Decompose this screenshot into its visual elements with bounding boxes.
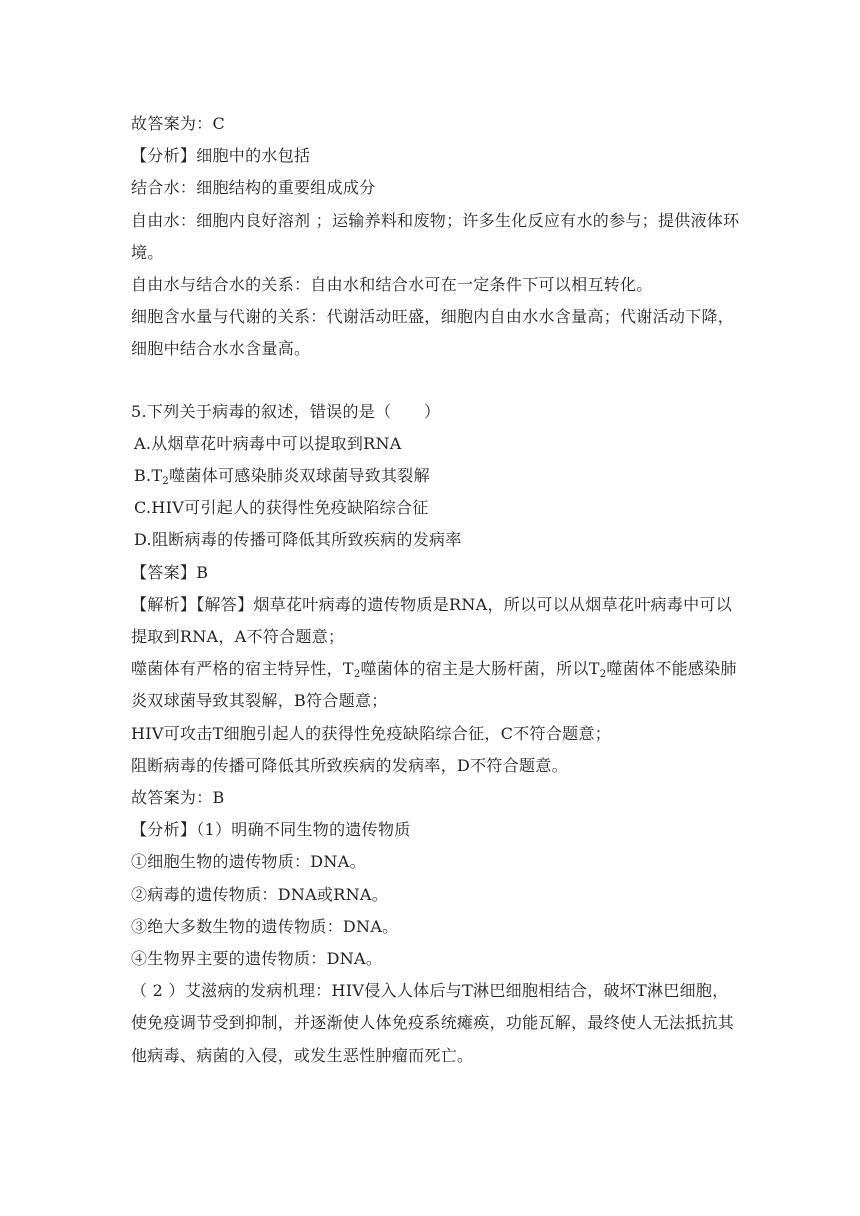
q5-explanation-b: 噬菌体有严格的宿主特异性，$T_2$噬菌体的宿主是大肠杆菌，所以$T_2$噬菌体不能感染肺炎双球菌导致其裂解，B符合题意； [131,659,737,711]
q5-analysis-item-4: ④生物界主要的遗传物质：DNA。 [131,949,383,969]
q5-analysis-item-1: ①细胞生物的遗传物质：DNA。 [131,852,366,872]
q4-answer-line: 故答案为：C [131,114,226,133]
q5-answer: 【答案】B [131,562,209,582]
q4-bound-water: 结合水：细胞结构的重要组成成分 [131,178,376,198]
q5-analysis-item-3: ③绝大多数生物的遗传物质：DNA。 [131,916,399,936]
q4-free-water: 自由水：细胞内良好溶剂 ；运输养料和废物；许多生化反应有水的参与；提供液体环境。 [131,210,740,262]
q5-stem: 5.下列关于病毒的叙述，错误的是（ ） [131,401,441,421]
q5-explanation-d: 阻断病毒的传播可降低其所致疾病的发病率，D不符合题意。 [131,755,568,775]
q4-relation: 自由水与结合水的关系：自由水和结合水可在一定条件下可以相互转化。 [131,275,653,295]
q5-explanation-a: 【解析】【解答】烟草花叶病毒的遗传物质是RNA，所以可以从烟草花叶病毒中可以提取到RNA，A不符合题意； [131,594,733,647]
q5-analysis-aids: （ 2 ）艾滋病的发病机理：HIV侵入人体后与T淋巴细胞相结合，破坏T淋巴细胞，使免疫调节受到抑制，并逐渐使人体免疫系统瘫痪，功能瓦解，最终使人无法抵抗其他病毒、病菌的入侵，或发生恶性肿瘤而死亡。 [131,981,735,1065]
q4-analysis-heading: 【分析】细胞中的水包括 [131,146,311,166]
q5-analysis-heading: 【分析】（1）明确不同生物的遗传物质 [131,820,411,840]
q5-option-d: D.阻断病毒的传播可降低其所致疾病的发病率 [134,530,462,550]
q5-option-b: $B.T_2$噬菌体可感染肺炎双球菌导致其裂解 [134,466,430,488]
section-gap [131,366,741,396]
q5-answer-line: 故答案为：B [131,788,225,808]
q5-option-a: A.从烟草花叶病毒中可以提取到RNA [134,433,402,453]
q5-explanation-c: HIV可攻击T细胞引起人的获得性免疫缺陷综合征，C不符合题意； [131,723,612,743]
q5-option-c: C.HIV可引起人的获得性免疫缺陷综合征 [134,498,429,518]
document-body [131,108,741,1072]
q4-metabolism: 细胞含水量与代谢的关系：代谢活动旺盛，细胞内自由水水含量高；代谢活动下降，细胞中结合水水含量高。 [131,307,735,359]
q5-analysis-item-2: ②病毒的遗传物质：DNA或RNA。 [131,884,389,904]
